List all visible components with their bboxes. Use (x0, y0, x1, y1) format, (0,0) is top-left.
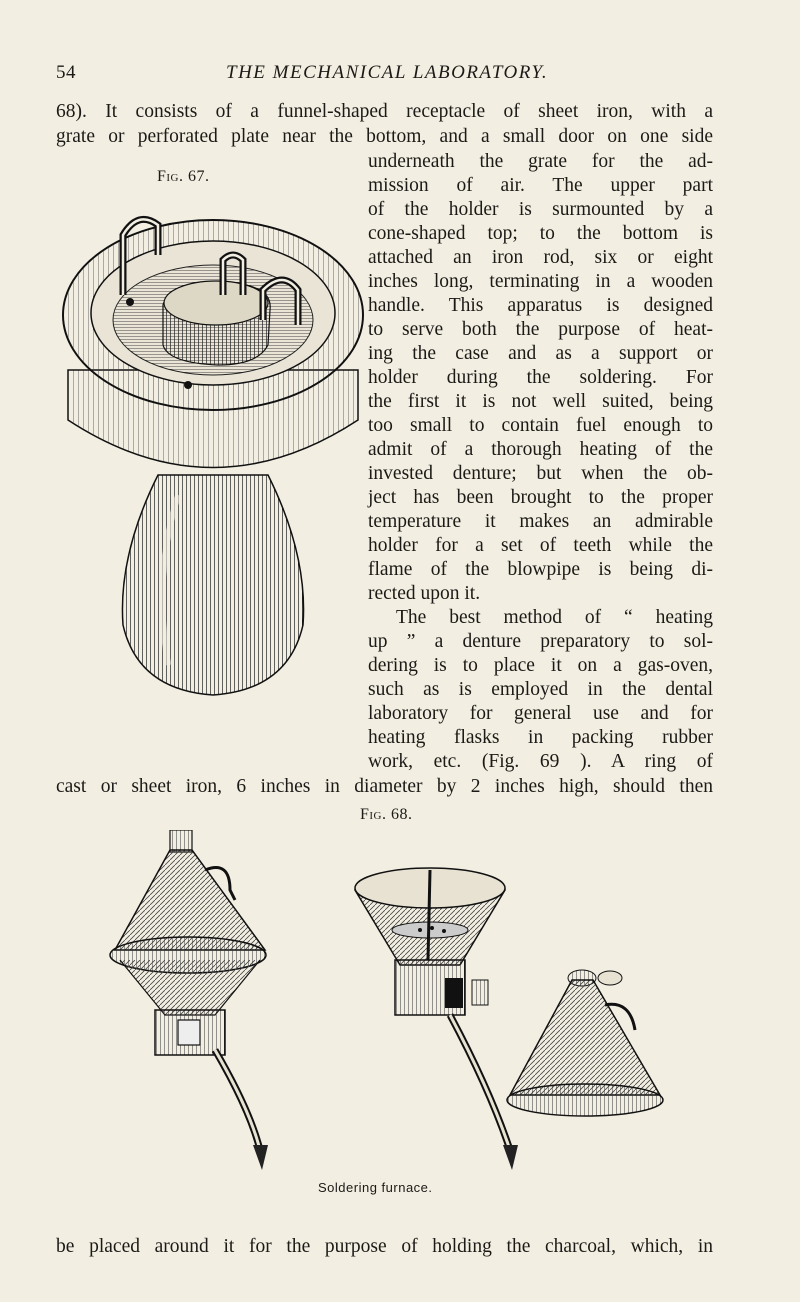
text-line: inches long, terminating in a wooden (368, 271, 713, 292)
text-line: holder during the soldering. For (368, 367, 713, 388)
text-line: mission of air. The upper part (368, 175, 713, 196)
text-line: too small to contain fuel enough to (368, 415, 713, 436)
text-line: admit of a thorough heating of the (368, 439, 713, 460)
page-header (56, 62, 726, 88)
text-line: rected upon it. (368, 583, 481, 604)
text-line: be placed around it for the purpose of holding the charcoal, which, in (56, 1236, 713, 1257)
text-line: invested denture; but when the ob- (368, 463, 713, 484)
figure-68-caption: Soldering furnace. (318, 1180, 433, 1195)
text-line: dering is to place it on a gas-oven, (368, 655, 713, 676)
text-line: cast or sheet iron, 6 inches in diameter by 2 inches high, should then (56, 776, 713, 797)
text-line: grate or perforated plate near the bottom, and a small door on one side (56, 126, 713, 147)
text-line: holder for a set of teeth while the (368, 535, 713, 556)
text-line: work, etc. (Fig. 69 ). A ring of (368, 751, 713, 772)
text-line: such as is employed in the dental (368, 679, 713, 700)
text-line: flame of the blowpipe is being di- (368, 559, 713, 580)
figure-68-illustration (100, 830, 680, 1175)
figure-67-illustration (58, 195, 368, 705)
text-line: laboratory for general use and for (368, 703, 713, 724)
text-line: of the holder is surmounted by a (368, 199, 713, 220)
figure-67-label: Fig. 67. (157, 168, 210, 185)
text-line: heating flasks in packing rubber (368, 727, 713, 748)
running-title: THE MECHANICAL LABORATORY. (226, 62, 549, 83)
figure-68-label: Fig. 68. (360, 806, 413, 823)
text-line: underneath the grate for the ad- (368, 151, 713, 172)
text-line: temperature it makes an admirable (368, 511, 713, 532)
text-line: ing the case and as a support or (368, 343, 713, 364)
text-line: to serve both the purpose of heat- (368, 319, 713, 340)
text-line: attached an iron rod, six or eight (368, 247, 713, 268)
text-line: cone-shaped top; to the bottom is (368, 223, 713, 244)
text-line: up ” a denture preparatory to sol- (368, 631, 713, 652)
text-line: 68). It consists of a funnel-shaped receptacle of sheet iron, with a (56, 101, 713, 122)
text-line: the first it is not well suited, being (368, 391, 713, 412)
text-line: ject has been brought to the proper (368, 487, 713, 508)
text-line: The best method of “ heating (396, 607, 713, 628)
text-line: handle. This apparatus is designed (368, 295, 713, 316)
page-number: 54 (56, 62, 76, 83)
